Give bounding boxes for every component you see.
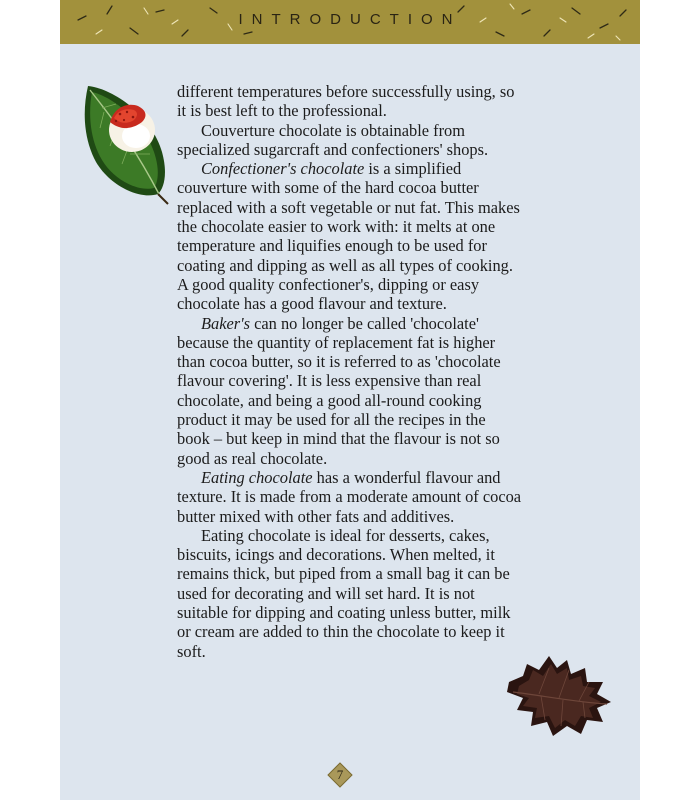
page-number-badge xyxy=(327,762,353,788)
page-number: 7 xyxy=(336,767,344,782)
header-title: INTRODUCTION xyxy=(238,11,462,28)
paragraph-3 xyxy=(177,159,522,313)
paragraph-4-text: can no longer be called 'chocolate' because the quantity of replacement fat is higher than cocoa butter, so it is referred to as 'chocolate flavour covering'. It is less expensive than real chocolate, and being a good all-round cooking product it may be used for all the recipes in the book – but keep in mind that the flavour is not so good as real chocolate. xyxy=(177,313,501,468)
paragraph-3-lead: Confectioner's chocolate xyxy=(201,159,365,179)
paragraph-5-text: has a wonderful flavour and texture. It is made from a moderate amount of cocoa butter mixed with other fats and additives. xyxy=(177,467,522,526)
paragraph-4 xyxy=(177,314,522,468)
paragraph-6-text: Eating chocolate is ideal for desserts, cakes, biscuits, icings and decorations. When melted, it remains thick, but piped from a small bag it can be used for decorating and will set hard. It is not suitable for dipping and coating unless butter, milk or cream are added to thin the chocolate to keep it soft. xyxy=(177,525,511,661)
body-text xyxy=(177,82,522,661)
paragraph-1 xyxy=(177,82,522,121)
paragraph-3-text: is a simplified couverture with some of the hard cocoa butter replaced with a soft vegetable or nut fat. This makes the chocolate easier to work with: it melts at one temperature and liquifies enough to be used for coating and dipping as well as all types of cooking. A good quality confectioner's, dipping or easy chocolate has a good flavour and texture. xyxy=(177,159,520,314)
header-band xyxy=(60,0,640,44)
paragraph-5-lead: Eating chocolate xyxy=(201,467,313,487)
paragraph-4-lead: Baker's xyxy=(201,313,251,333)
paragraph-2-text: Couverture chocolate is obtainable from specialized sugarcraft and confectioners' shops. xyxy=(177,120,489,159)
chocolate-leaf-image xyxy=(505,652,615,738)
paragraph-6 xyxy=(177,526,522,661)
paragraph-1-text: different temperatures before successfully using, so it is best left to the professional. xyxy=(177,82,515,121)
paragraph-5 xyxy=(177,468,522,526)
book-page xyxy=(60,0,640,800)
paragraph-2 xyxy=(177,121,522,160)
hazelnut-leaf-image xyxy=(80,82,172,207)
